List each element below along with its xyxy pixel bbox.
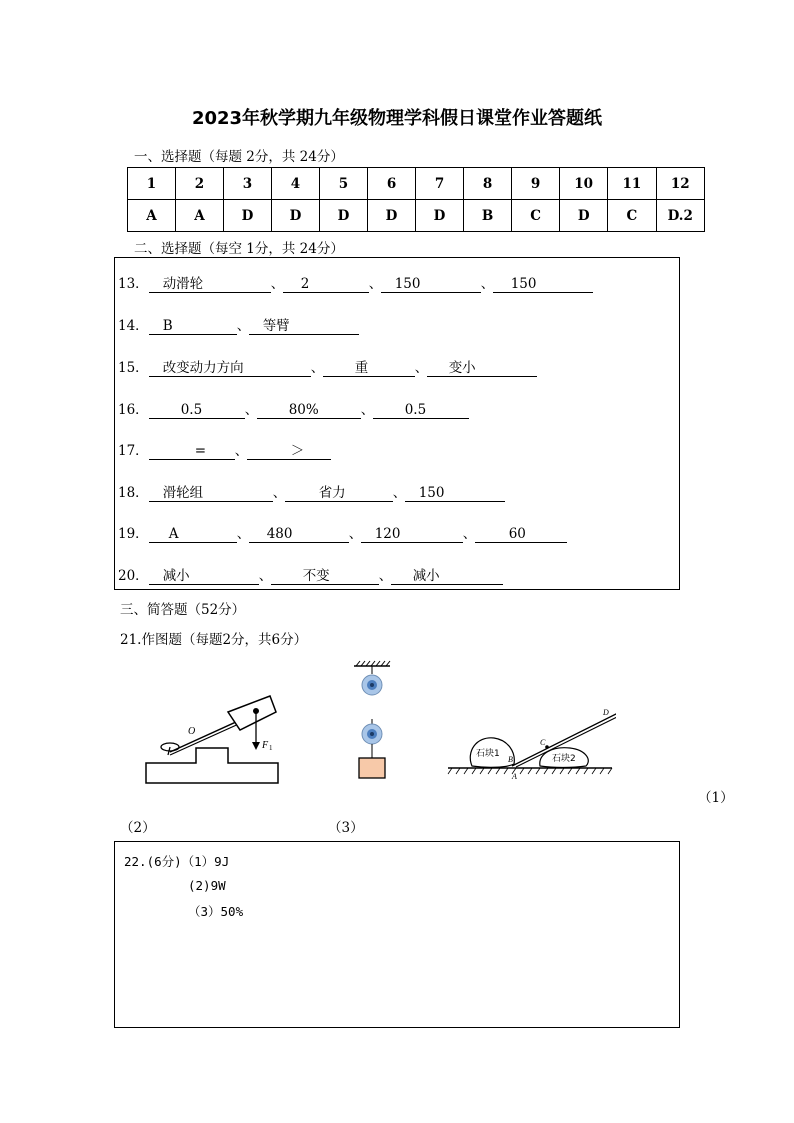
question-row-20: 20． 减小 、 不变 、 减小 [118, 566, 503, 586]
question-number-cell: 4 [271, 168, 319, 200]
answer-blank: 动滑轮 [149, 276, 271, 293]
answer-blank: A [149, 526, 237, 543]
figure-lever [140, 690, 285, 790]
question-number: 15． [118, 360, 149, 376]
section1-heading: 一、选择题（每题 2分，共 24分） [134, 149, 344, 165]
question-number-cell: 7 [416, 168, 464, 200]
answer-cell: D [560, 200, 608, 232]
answer-blank: 减小 [149, 568, 259, 585]
label-A: A [512, 772, 517, 781]
answer-blank: = [149, 443, 235, 460]
answer-cell: B [464, 200, 512, 232]
question-row-16: 16． 0.5 、 80% 、 0.5 [118, 400, 469, 420]
answer-cell: D [320, 200, 368, 232]
answer-cell: C [608, 200, 656, 232]
question-number-cell: 5 [320, 168, 368, 200]
answer-cell: D.2 [656, 200, 705, 232]
lever-handle [228, 696, 276, 730]
answer-blank: 等臂 [249, 318, 359, 335]
question-number-cell: 1 [128, 168, 176, 200]
question-number: 16． [118, 402, 149, 418]
question-row-14: 14． B 、 等臂 [118, 316, 359, 336]
answer-blank: 0.5 [149, 402, 245, 419]
answer-blank: 2 [283, 276, 369, 293]
question-21-heading: 21.作图题（每题2分，共6分） [120, 632, 308, 648]
question-number-cell: 9 [512, 168, 560, 200]
lever-base [146, 748, 278, 783]
answer-cell: D [416, 200, 464, 232]
answer-blank: 80% [257, 402, 361, 419]
label-stone2: 石块2 [552, 754, 576, 764]
question-number-cell: 11 [608, 168, 656, 200]
label-C: C [540, 738, 546, 747]
question-number: 18． [118, 485, 149, 501]
question-number-cell: 6 [368, 168, 416, 200]
figure-pulley [350, 660, 395, 782]
label-D: D [603, 708, 609, 717]
answer-blank: 150 [493, 276, 593, 293]
label-O: O [188, 726, 196, 737]
question-row-18: 18． 滑轮组 、 省力 、 150 [118, 483, 505, 503]
answer-blank: B [149, 318, 237, 335]
question-number: 14． [118, 318, 149, 334]
question-row-17: 17． = 、 ＞ [118, 441, 331, 461]
answer-blank: ＞ [247, 443, 331, 460]
question-22-line-2: (2)9W [188, 878, 226, 893]
answer-blank: 重 [323, 360, 415, 377]
answer-blank: 150 [405, 485, 505, 502]
question-number-cell: 3 [223, 168, 271, 200]
answer-cell: A [175, 200, 223, 232]
answer-blank: 不变 [271, 568, 379, 585]
question-number-cell: 8 [464, 168, 512, 200]
answer-blank: 120 [361, 526, 463, 543]
question-row-19: 19． A 、 480 、 120 、 60 [118, 524, 567, 544]
answer-blank: 480 [249, 526, 349, 543]
part-label-1: （1） [698, 790, 734, 806]
answer-cell: D [271, 200, 319, 232]
weight-block [359, 758, 385, 778]
question-number: 20． [118, 568, 149, 584]
table-row-numbers [128, 168, 705, 200]
figure-crowbar [446, 700, 616, 785]
page-title: 2023年秋学期九年级物理学科假日课堂作业答题纸 [191, 108, 603, 129]
section3-heading: 三、简答题（52分） [120, 602, 246, 618]
question-number-cell: 2 [175, 168, 223, 200]
part-label-3: （3） [328, 820, 364, 836]
answer-cell: A [128, 200, 176, 232]
answer-blank: 60 [475, 526, 567, 543]
answer-blank: 滑轮组 [149, 485, 273, 502]
question-number-cell: 12 [656, 168, 705, 200]
question-number-cell: 10 [560, 168, 608, 200]
answer-blank: 省力 [285, 485, 393, 502]
question-22-line-3: （3）50% [188, 904, 244, 919]
section2-heading: 二、选择题（每空 1分，共 24分） [134, 241, 344, 257]
part-label-2: （2） [120, 820, 156, 836]
question-number: 19． [118, 526, 149, 542]
answer-cell: D [223, 200, 271, 232]
answer-blank: 改变动力方向 [149, 360, 311, 377]
answer-blank: 变小 [427, 360, 537, 377]
answer-blank: 减小 [391, 568, 503, 585]
question-row-15: 15． 改变动力方向 、 重 、 变小 [118, 358, 537, 378]
answer-cell: D [368, 200, 416, 232]
question-22-line-1: 22.(6分)（1）9J [124, 854, 230, 869]
label-B: B [508, 755, 513, 764]
label-F: F [262, 740, 269, 751]
answer-cell: C [512, 200, 560, 232]
label-F-sub: 1 [269, 744, 273, 752]
question-number: 13． [118, 276, 149, 292]
question-row-13: 13． 动滑轮 、 2 、 150 、 150 [118, 274, 593, 294]
answer-table [127, 167, 705, 232]
label-stone1: 石块1 [476, 749, 500, 759]
table-row-answers [128, 200, 705, 232]
question-number: 17． [118, 443, 149, 459]
answer-blank: 150 [381, 276, 481, 293]
answer-blank: 0.5 [373, 402, 469, 419]
